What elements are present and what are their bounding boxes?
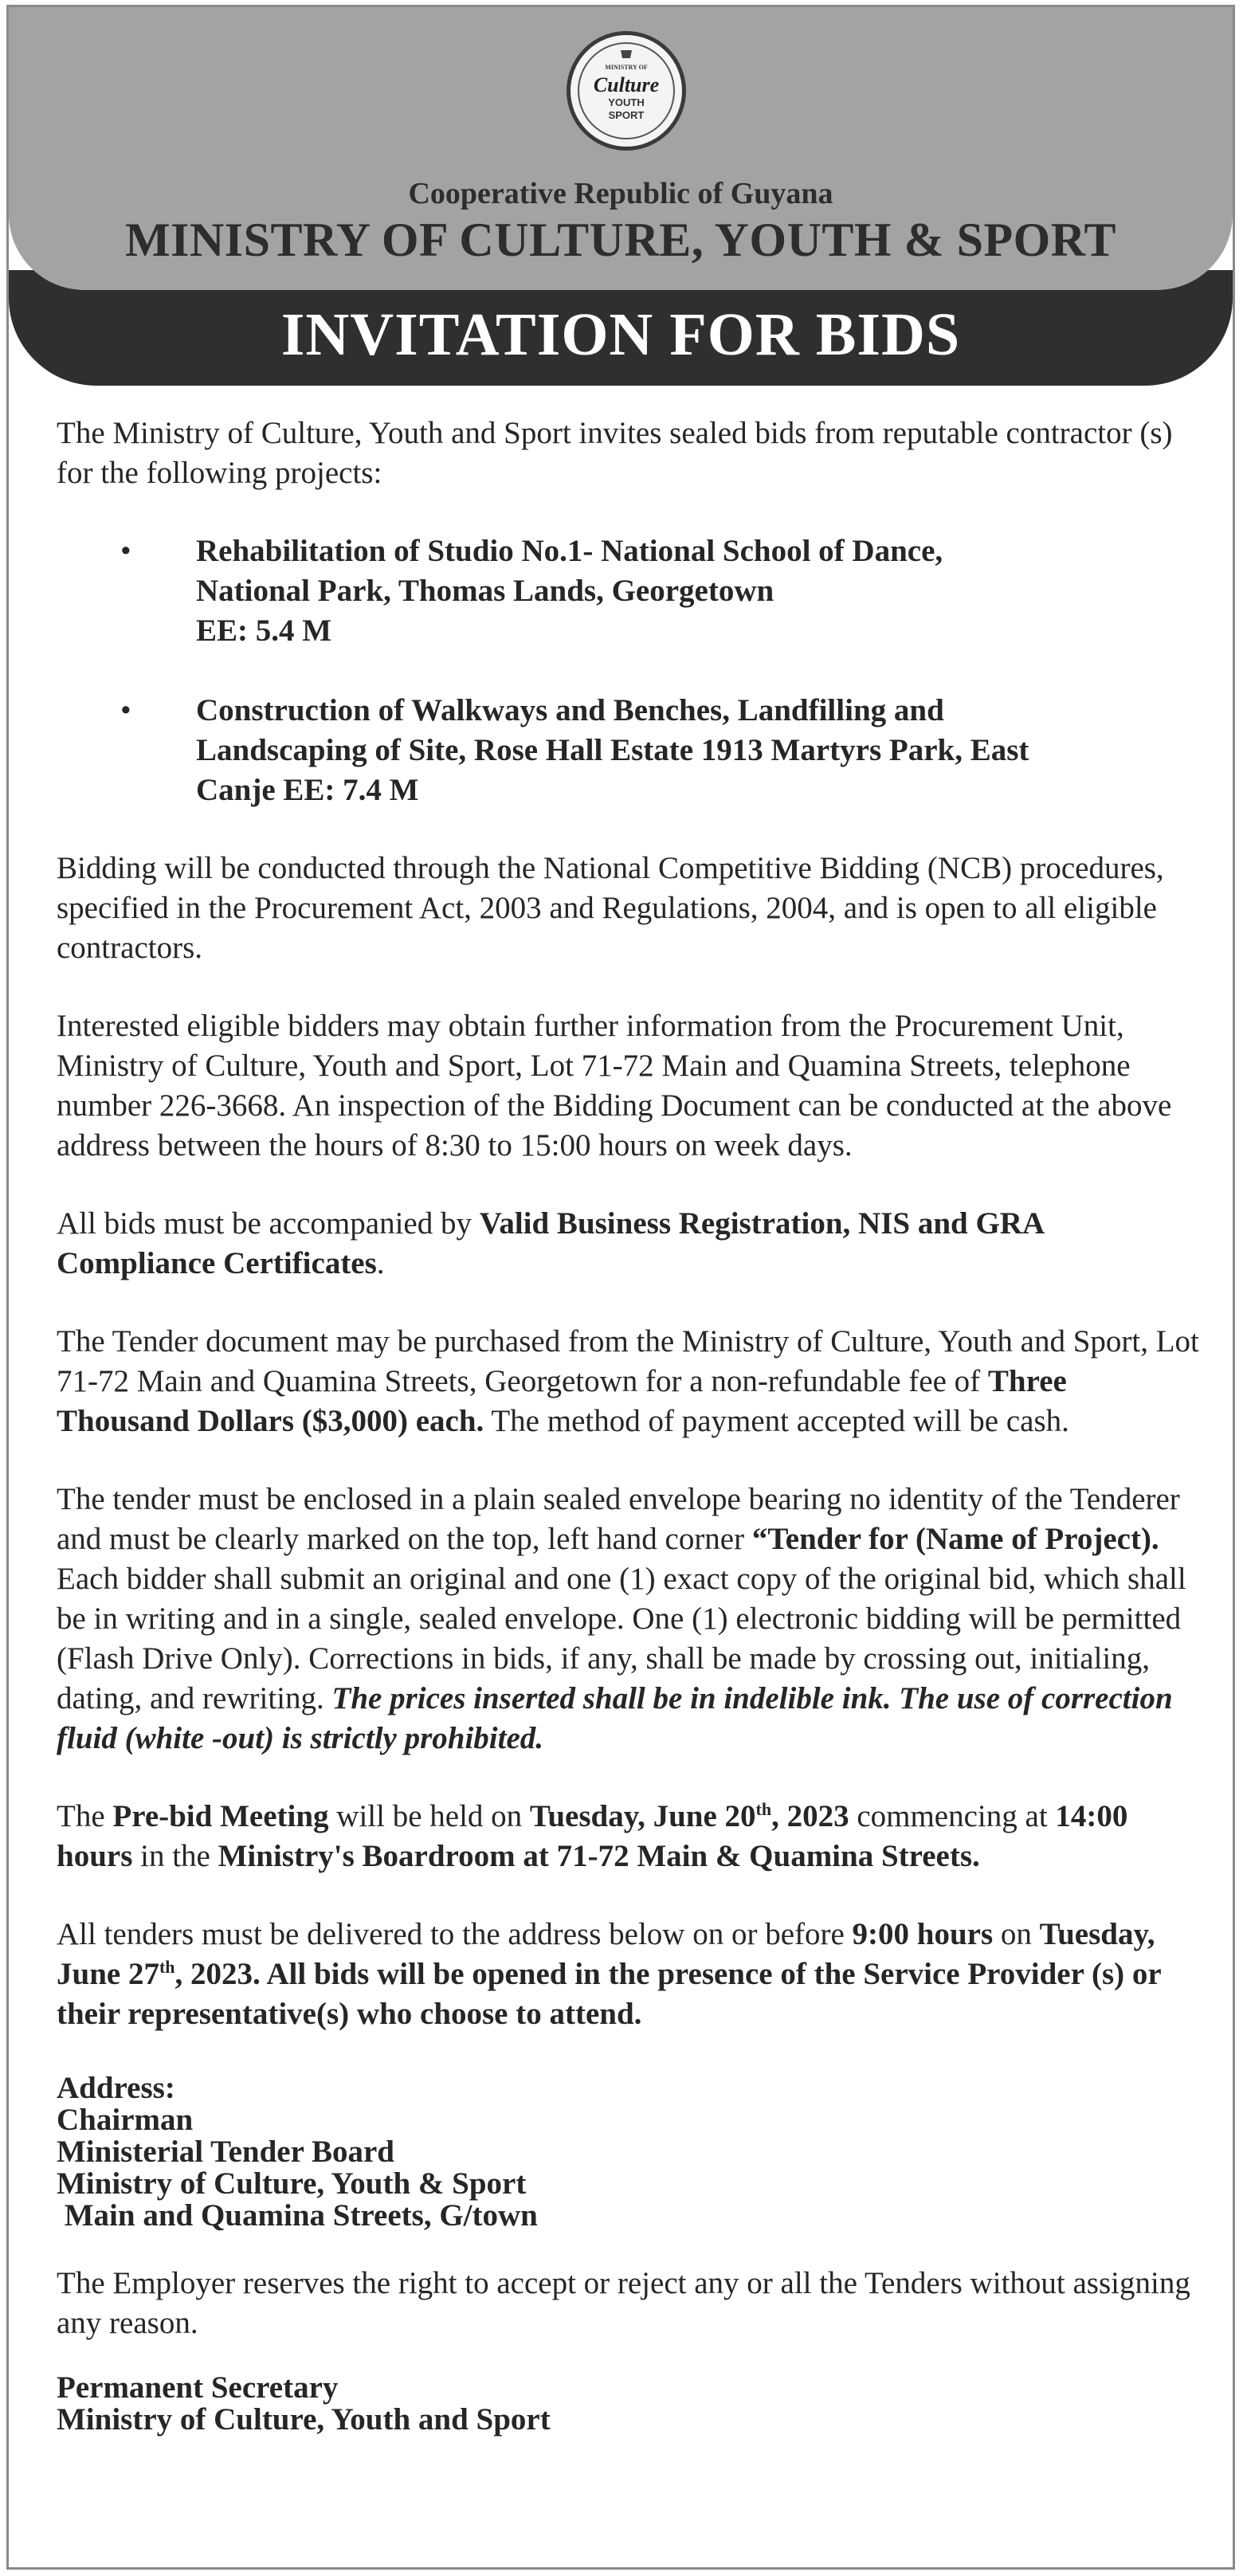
project-line: Landscaping of Site, Rose Hall Estate 1913 Martyrs Park, East (196, 733, 1029, 767)
seal-text-ministry: MINISTRY OF (605, 64, 648, 71)
seal-text-sport: SPORT (608, 109, 645, 121)
prebid-date-suffix: th (755, 1799, 772, 1819)
certificates-paragraph (57, 1204, 1204, 1284)
deadline-date: Tuesday, June 27 (57, 1917, 1155, 1991)
seal-icon (574, 39, 678, 143)
government-name: Cooperative Republic of Guyana (408, 177, 833, 210)
project-item (57, 531, 1204, 651)
address-line: Chairman (57, 2103, 194, 2137)
prebid-time: 14:00 hours (57, 1799, 1128, 1873)
prebid-text: will be held on (328, 1799, 530, 1833)
signature-block (57, 2372, 1204, 2436)
deadline-text: All tenders must be delivered to the address below on or before (57, 1917, 853, 1951)
ncb-paragraph: Bidding will be conducted through the National Competitive Bidding (NCB) procedures, specified in the Procurement Act, 2003 and Regulations, 2004, and is open to all eligible contractors. (57, 851, 1164, 965)
deadline-opening-text: , 2023. All bids will be opened in the presence of the Service Provider (s) or their representative(s) who choose to attend. (57, 1957, 1161, 2031)
tender-marking: “Tender for (Name of Project). (751, 1522, 1159, 1556)
project-line: EE: 5.4 M (196, 614, 332, 648)
certificates-text: All bids must be accompanied by (57, 1206, 480, 1241)
project-line: Canje EE: 7.4 M (196, 773, 419, 807)
bullet-icon: • (120, 693, 131, 727)
deadline-text: on (993, 1917, 1040, 1951)
prebid-location: Ministry's Boardroom at 71-72 Main & Quamina Streets. (218, 1839, 980, 1873)
ministry-seal-logo (567, 31, 686, 151)
project-line: Construction of Walkways and Benches, Landfilling and (196, 693, 944, 727)
seal-text-culture: Culture (593, 73, 660, 96)
prebid-label: Pre-bid Meeting (112, 1799, 329, 1833)
address-line: Ministerial Tender Board (57, 2135, 394, 2169)
tender-text: The tender must be enclosed in a plain sealed envelope bearing no identity of the Tenderer and must be clearly marked on the top, left hand corner (57, 1482, 1180, 1556)
prebid-text: in the (132, 1839, 218, 1873)
fee-paragraph (57, 1322, 1204, 1441)
prebid-date: Tuesday, June 20 (529, 1799, 756, 1833)
tender-instructions: Each bidder shall submit an original and one (1) exact copy of the original bid, which shall be in writing and in a single, sealed envelope. One (1) electronic bidding will be permitted (Flash Drive Only). Corrections in bids, if any, shall be made by crossing out, initialing, dating, and rewriting. (57, 1562, 1186, 1715)
project-list (57, 531, 1204, 810)
ministry-name: MINISTRY OF CULTURE, YOUTH & SPORT (124, 214, 1117, 266)
address-block (57, 2072, 1204, 2232)
prebid-text: The (57, 1799, 113, 1833)
tender-paragraph (57, 1480, 1204, 1759)
notice-title: INVITATION FOR BIDS (280, 301, 961, 368)
prebid-paragraph (57, 1797, 1204, 1876)
seal-text-youth: YOUTH (608, 96, 645, 108)
deadline-date-suffix: th (159, 1957, 175, 1977)
certificates-required: Valid Business Registration, NIS and GRA Compliance Certificates (57, 1206, 1043, 1280)
signatory-title: Permanent Secretary (57, 2370, 339, 2405)
fee-text: The Tender document may be purchased from the Ministry of Culture, Youth and Sport, Lot 71-72 Main and Quamina Streets, Georgetown for a non-refundable fee of (57, 1324, 1199, 1398)
deadline-paragraph (57, 1915, 1204, 2034)
project-line: National Park, Thomas Lands, Georgetown (196, 574, 774, 608)
deadline-time: 9:00 hours (852, 1917, 994, 1951)
prebid-year: , 2023 (771, 1799, 849, 1833)
signatory-org: Ministry of Culture, Youth and Sport (57, 2402, 551, 2437)
certificates-end: . (376, 1246, 385, 1280)
reserve-paragraph: The Employer reserves the right to accept or reject any or all the Tenders without assigning any reason. (57, 2266, 1190, 2340)
tender-ink-warning: The prices inserted shall be in indelible ink. The use of correction fluid (white -out) is strictly prohibited. (57, 1681, 1173, 1755)
prebid-text: commencing at (849, 1799, 1056, 1833)
intro-paragraph: The Ministry of Culture, Youth and Sport invites sealed bids from reputable contractor (s) for the following projects: (57, 416, 1173, 490)
project-line: Rehabilitation of Studio No.1- National School of Dance, (196, 534, 943, 568)
project-item (57, 691, 1204, 810)
info-paragraph: Interested eligible bidders may obtain further information from the Procurement Unit, Ministry of Culture, Youth and Sport, Lot 71-72 Main and Quamina Streets, telephone number 226-3668. An inspection of the Bidding Document can be conducted at the above address between the hours of 8:30 to 15:00 hours on week days. (57, 1009, 1172, 1163)
address-line: Ministry of Culture, Youth & Sport (57, 2166, 527, 2201)
fee-amount: Three Thousand Dollars ($3,000) each. (57, 1364, 1067, 1438)
bullet-icon: • (120, 534, 131, 568)
address-line: Main and Quamina Streets, G/town (57, 2198, 538, 2233)
notice-body (57, 414, 1204, 2436)
fee-payment-text: The method of payment accepted will be cash. (484, 1404, 1069, 1438)
address-label: Address: (57, 2071, 175, 2105)
notice-frame (6, 5, 1235, 2570)
